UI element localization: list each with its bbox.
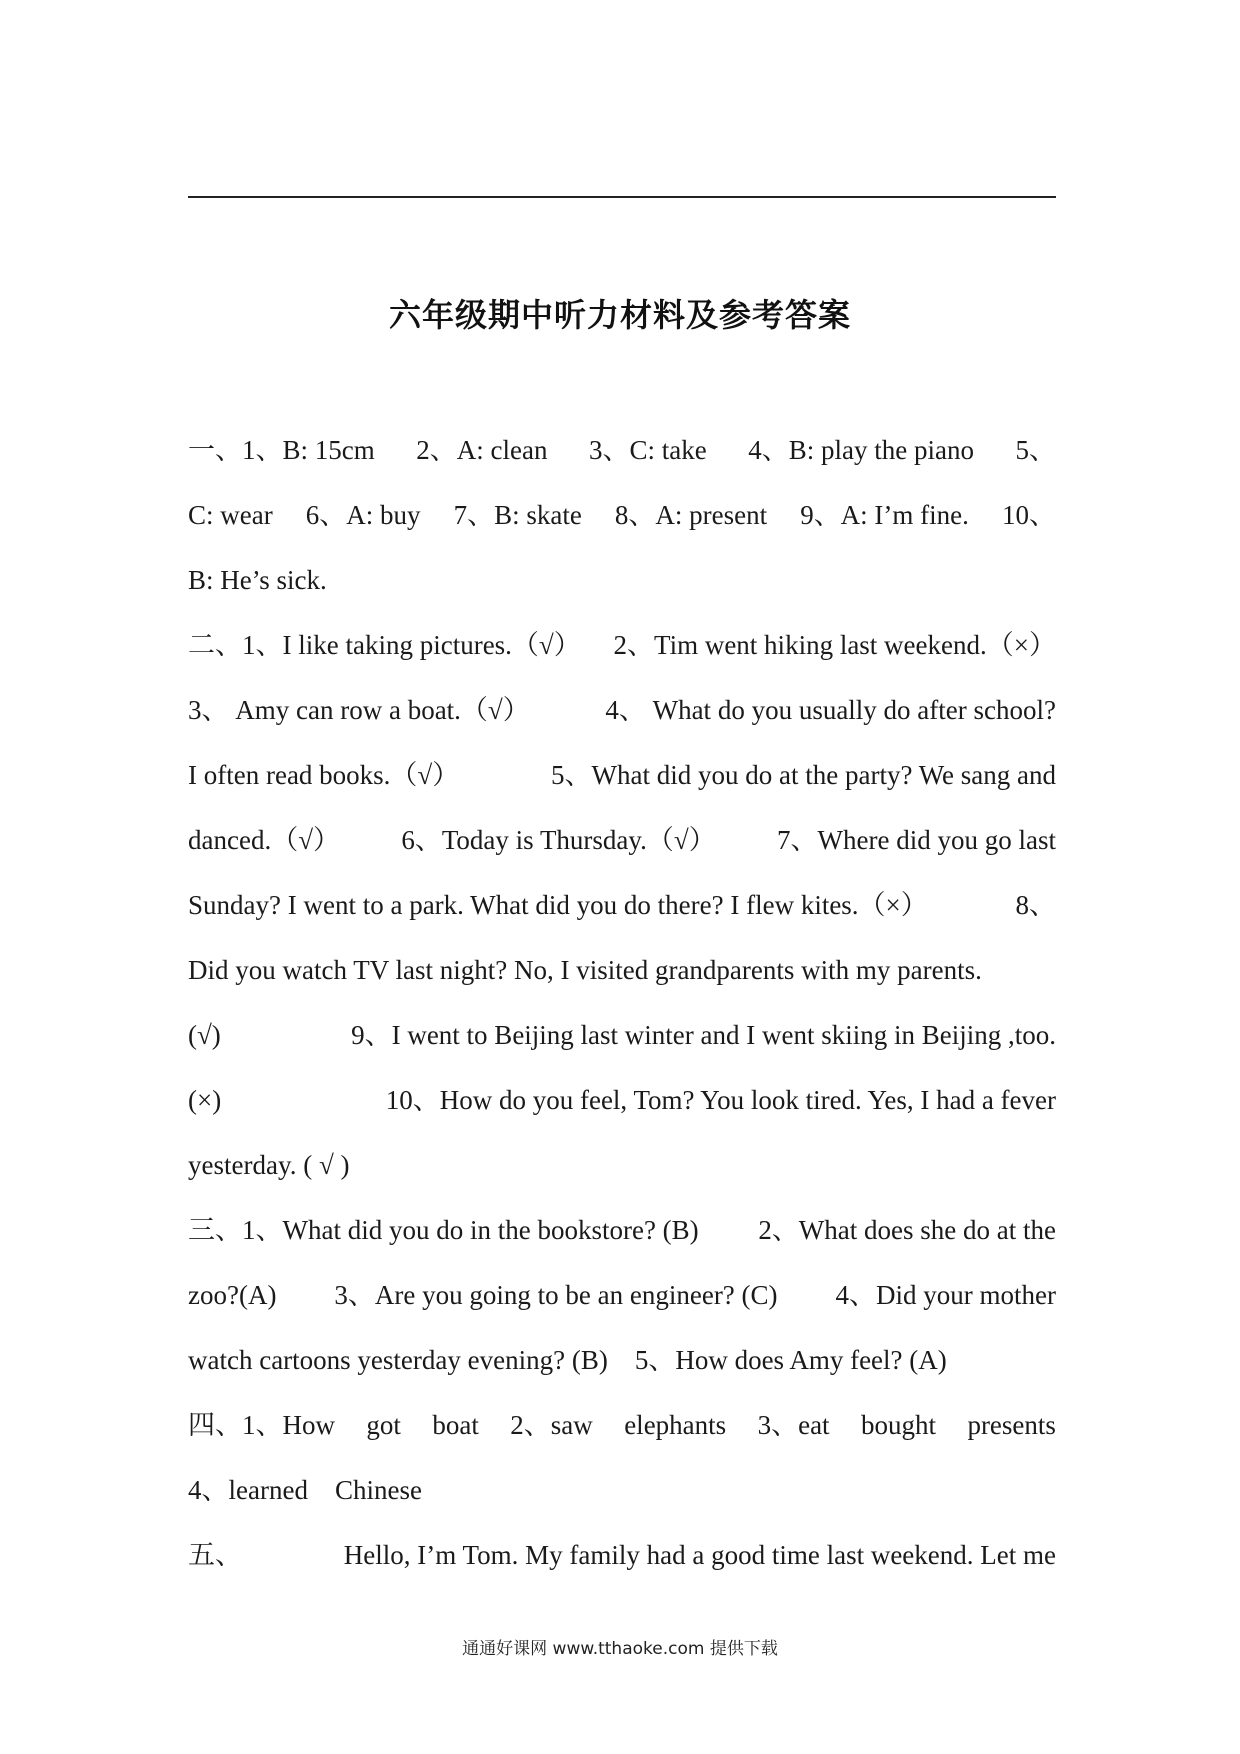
text-segment: 3、Are you going to be an engineer? (C)	[334, 1280, 778, 1310]
text-line	[188, 1458, 1056, 1523]
text-line	[188, 613, 1056, 678]
text-segment: 7、Where did you go last	[777, 825, 1056, 855]
text-segment: 一、1、B: 15cm	[188, 435, 375, 465]
text-line	[188, 418, 1056, 483]
text-segment: presents	[967, 1410, 1056, 1440]
text-segment: got	[366, 1410, 401, 1440]
text-line	[188, 808, 1056, 873]
page-title: 六年级期中听力材料及参考答案	[388, 296, 851, 334]
text-segment: Hello, I’m Tom. My family had a good time last weekend. Let me	[343, 1540, 1056, 1570]
text-segment: 3、 Amy can row a boat.（√）	[188, 695, 530, 725]
text-segment: 4、 What do you usually do after school?	[605, 695, 1056, 725]
text-segment: watch cartoons yesterday evening? (B) 5、How does Amy feel? (A)	[188, 1345, 947, 1375]
text-segment: 三、1、What did you do in the bookstore? (B)	[188, 1215, 699, 1245]
text-segment: 2、Tim went hiking last weekend.（×）	[613, 630, 1056, 660]
text-segment: C: wear	[188, 500, 273, 530]
text-segment: 4、learned Chinese	[188, 1475, 422, 1505]
text-segment: 3、eat	[757, 1410, 830, 1440]
text-line	[188, 1328, 1056, 1393]
text-segment: 5、	[1015, 435, 1056, 465]
text-segment: 四、1、How	[188, 1410, 335, 1440]
text-segment: Sunday? I went to a park. What did you do there? I flew kites.（×）	[188, 890, 928, 920]
text-segment: 6、A: buy	[305, 500, 421, 530]
text-segment: danced.（√）	[188, 825, 341, 855]
text-segment: 9、A: I’m fine.	[800, 500, 969, 530]
text-segment: 10、How do you feel, Tom? You look tired. Yes, I had a fever	[385, 1085, 1056, 1115]
text-segment: 8、A: present	[614, 500, 768, 530]
text-segment: 2、A: clean	[416, 435, 548, 465]
text-segment: 4、Did your mother	[835, 1280, 1056, 1310]
text-line	[188, 483, 1056, 548]
text-segment: 五、	[188, 1540, 242, 1570]
text-segment: 二、1、I like taking pictures.（√）	[188, 630, 581, 660]
text-segment: elephants	[624, 1410, 727, 1440]
text-segment: Did you watch TV last night? No, I visited grandparents with my parents.	[188, 955, 982, 985]
text-segment: 7、B: skate	[453, 500, 582, 530]
text-line	[188, 873, 1056, 938]
text-segment: 2、What does she do at the	[758, 1215, 1056, 1245]
text-line	[188, 1068, 1056, 1133]
text-segment: (×)	[188, 1085, 222, 1115]
text-line	[188, 1133, 1056, 1198]
footer-text: 通通好课网 www.tthaoke.com 提供下载	[462, 1639, 778, 1659]
text-segment: (√)	[188, 1020, 221, 1050]
answer-key-body	[188, 418, 1056, 1588]
text-line	[188, 678, 1056, 743]
text-line	[188, 1003, 1056, 1068]
text-segment: bought	[861, 1410, 937, 1440]
text-line	[188, 1393, 1056, 1458]
text-segment: 9、I went to Beijing last winter and I went skiing in Beijing ,too.	[351, 1020, 1056, 1050]
header-rule	[188, 196, 1056, 198]
text-segment: 4、B: play the piano	[748, 435, 974, 465]
text-segment: 10、	[1001, 500, 1056, 530]
text-segment: boat	[432, 1410, 479, 1440]
text-segment: 5、What did you do at the party? We sang and	[551, 760, 1056, 790]
text-segment: yesterday. ( √ )	[188, 1150, 350, 1180]
text-segment: 3、C: take	[588, 435, 707, 465]
text-line	[188, 1263, 1056, 1328]
text-line	[188, 743, 1056, 808]
text-line	[188, 548, 1056, 613]
text-segment: I often read books.（√）	[188, 760, 460, 790]
text-segment: 8、	[1015, 890, 1056, 920]
text-segment: zoo?(A)	[188, 1280, 277, 1310]
text-segment: B: He’s sick.	[188, 565, 327, 595]
text-segment: 6、Today is Thursday.（√）	[401, 825, 716, 855]
text-line	[188, 938, 1056, 1003]
text-segment: 2、saw	[510, 1410, 593, 1440]
text-line	[188, 1198, 1056, 1263]
text-line	[188, 1523, 1056, 1588]
